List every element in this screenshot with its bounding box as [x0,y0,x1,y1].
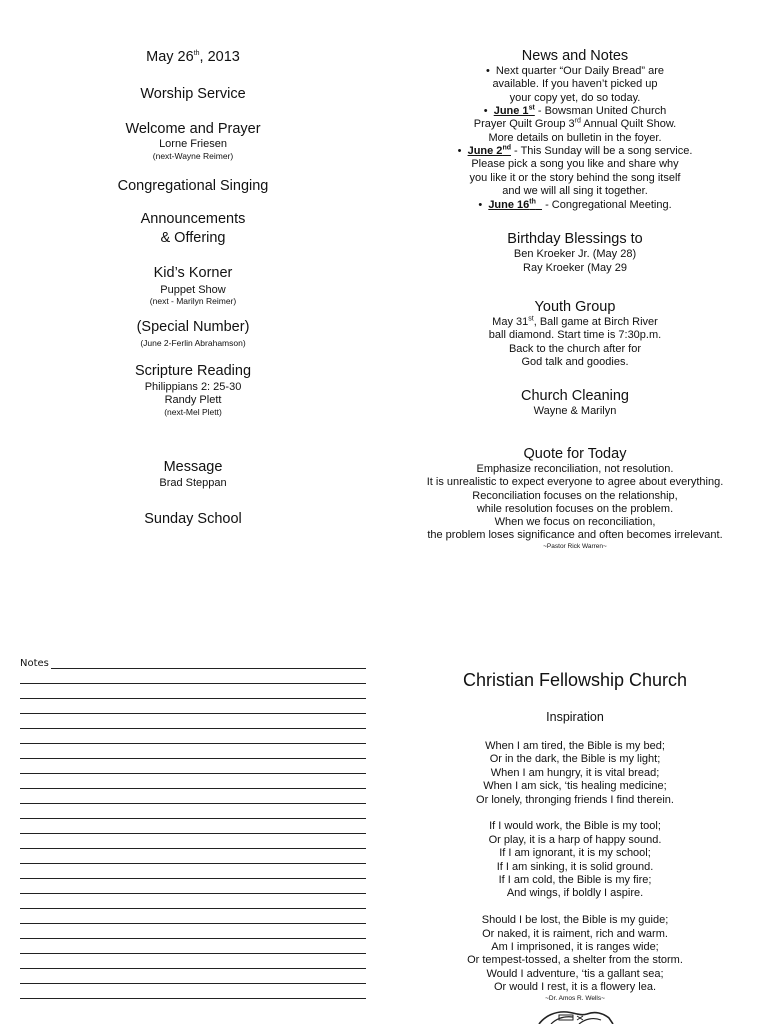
poem-line: Or would I rest, it is a flowery lea. [494,981,656,994]
news-date-suffix: th [529,198,536,206]
news-line: and we will all sing it together. [502,184,648,197]
quote-line: Emphasize reconciliation, not resolution. [476,463,674,475]
news-line: More details on bulletin in the foyer. [488,131,662,144]
poem-line: Or in the dark, the Bible is my light; [489,753,661,766]
bullet-icon: • [457,145,468,157]
news-line: available. If you haven’t picked up [492,78,658,91]
notes-line [20,983,366,984]
news-date [468,145,511,157]
scripture-heading: Scripture Reading [134,363,252,379]
notes-line [20,713,366,714]
notes-line [20,833,366,834]
youth-line: Back to the church after for [508,342,642,355]
bible-logo-icon [537,1008,617,1029]
special-number-next: (June 2-Ferlin Abrahamson) [140,338,246,348]
poem-line: And wings, if boldly I aspire. [506,887,644,900]
news-line [400,118,750,131]
news-line: you like it or the story behind the song itself [469,171,681,184]
kids-korner-item: Puppet Show [160,284,226,296]
stanza-break [400,901,750,914]
notes-line [20,908,366,909]
news-text: Next quarter “Our Daily Bread” are [495,65,665,77]
poem-line: Or play, it is a harp of happy sound. [488,833,662,846]
quote-text [400,463,750,543]
poem-line: Am I imprisoned, it is ranges wide; [491,941,659,954]
notes-line [20,968,366,969]
quote-line: When we focus on reconciliation, [494,516,656,529]
news-date [488,199,542,211]
youth-text: May 31 [492,316,529,328]
news-date-suffix: st [528,104,535,112]
scripture-next: (next-Mel Plett) [164,407,222,417]
notes-line [20,863,366,864]
quote-line: the problem loses significance and often becomes irrelevant. [427,529,723,542]
notes-line [20,923,366,924]
message-speaker: Brad Steppan [159,477,227,489]
news-date-text: June 2 [467,145,503,157]
birthday-title: Birthday Blessings to [507,231,643,247]
notes-line [20,698,366,699]
poem-line: Should I be lost, the Bible is my guide; [481,914,669,927]
kids-korner-next: (next - Marilyn Reimer) [149,296,237,306]
news-text: - Bowsman United Church [534,105,667,117]
date-text: May 26 [146,49,194,65]
notes-line [20,788,366,789]
notes-line [20,773,366,774]
notes-line [20,668,366,669]
sunday-school-heading: Sunday School [144,511,242,527]
news-item-june-16 [400,199,750,212]
youth-line: ball diamond. Start time is 7:30p.m. [488,329,662,342]
notes-line [20,728,366,729]
church-name: Christian Fellowship Church [462,670,688,690]
poem-author: ~Dr. Amos R. Wells~ [545,995,605,1002]
news-text: - This Sunday will be a song service. [511,145,693,157]
news-text: - Congregational Meeting. [542,199,672,211]
notes-line [20,818,366,819]
youth-details [400,316,750,369]
news-item-june-2 [400,145,750,198]
news-date-text: June 16 [488,199,530,211]
welcome-name: Lorne Friesen [159,138,227,150]
date-suffix: th [193,50,200,58]
news-date-text: June 1 [493,105,529,117]
birthday-line: Ray Kroeker (May 29 [523,262,627,274]
news-date-suffix: nd [502,144,511,152]
inspiration-heading: Inspiration [546,710,604,724]
poem-line: Or tempest-tossed, a shelter from the storm. [467,954,683,967]
quote-line: Reconciliation focuses on the relationship, [472,489,678,502]
ordinal-suffix: st [528,315,534,323]
notes-line [20,848,366,849]
date-year: , 2013 [199,49,240,65]
singing-heading: Congregational Singing [117,178,269,194]
youth-line [400,316,750,329]
kids-korner-heading: Kid’s Korner [153,265,233,281]
notes-line [20,743,366,744]
welcome-heading: Welcome and Prayer [125,121,261,137]
poem-line: If I am cold, the Bible is my fire; [498,874,652,887]
notes-line [20,938,366,939]
notes-line [20,803,366,804]
scripture-reference: Philippians 2: 25-30 [144,381,242,393]
youth-line: God talk and goodies. [521,355,629,368]
news-item-daily-bread [400,65,750,105]
poem-line: Would I adventure, ‘tis a gallant sea; [486,967,664,980]
notes-line [20,758,366,759]
ordinal-suffix: rd [574,117,581,125]
announcements-heading: Announcements [140,211,246,227]
poem-line: If I would work, the Bible is my tool; [489,820,661,833]
birthday-line: Ben Kroeker Jr. (May 28) [513,248,637,260]
bullet-icon: • [483,105,494,117]
cleaning-names: Wayne & Marilyn [533,405,617,417]
poem-line: If I am sinking, it is solid ground. [496,860,654,873]
news-line [400,199,750,212]
news-line: your copy yet, do so today. [509,91,641,104]
news-date [494,105,535,117]
quote-title: Quote for Today [523,446,627,462]
news-line [400,65,750,78]
news-title: News and Notes [521,48,629,64]
notes-line [20,953,366,954]
welcome-next: (next-Wayne Reimer) [152,151,234,161]
special-number-heading: (Special Number) [136,319,250,335]
offering-heading: & Offering [160,230,226,246]
news-text: Annual Quilt Show. [580,118,677,131]
youth-title: Youth Group [534,299,616,315]
poem [400,740,750,995]
youth-text: , Ball game at Birch River [533,316,658,328]
poem-line: When I am hungry, it is vital bread; [490,766,660,779]
notes-line [20,878,366,879]
notes-line [20,893,366,894]
scripture-reader: Randy Plett [164,394,222,406]
notes-label: Notes [20,658,49,669]
poem-line: Or lonely, thronging friends I find therein. [476,793,674,806]
news-line [400,105,750,118]
notes-line [20,683,366,684]
bullet-icon: • [485,65,496,77]
news-text: Prayer Quilt Group 3 [473,118,575,131]
quote-line: It is unrealistic to expect everyone to agree about everything. [426,476,724,489]
poem-line: Or naked, it is raiment, rich and warm. [482,927,668,940]
news-line: Please pick a song you like and share why [471,158,679,171]
quote-line: while resolution focuses on the problem. [476,502,674,515]
quote-author: ~Pastor Rick Warren~ [543,543,607,550]
news-line [400,145,750,158]
poem-line: When I am tired, the Bible is my bed; [485,740,665,752]
poem-line: When I am sick, ‘tis healing medicine; [483,780,667,793]
service-date [0,49,386,66]
worship-heading: Worship Service [140,86,246,102]
notes-line [20,998,366,999]
cleaning-title: Church Cleaning [520,388,629,404]
stanza-break [400,807,750,820]
message-heading: Message [163,459,223,475]
news-item-june-1 [400,105,750,145]
bullet-icon: • [478,199,489,211]
poem-line: If I am ignorant, it is my school; [499,847,651,860]
